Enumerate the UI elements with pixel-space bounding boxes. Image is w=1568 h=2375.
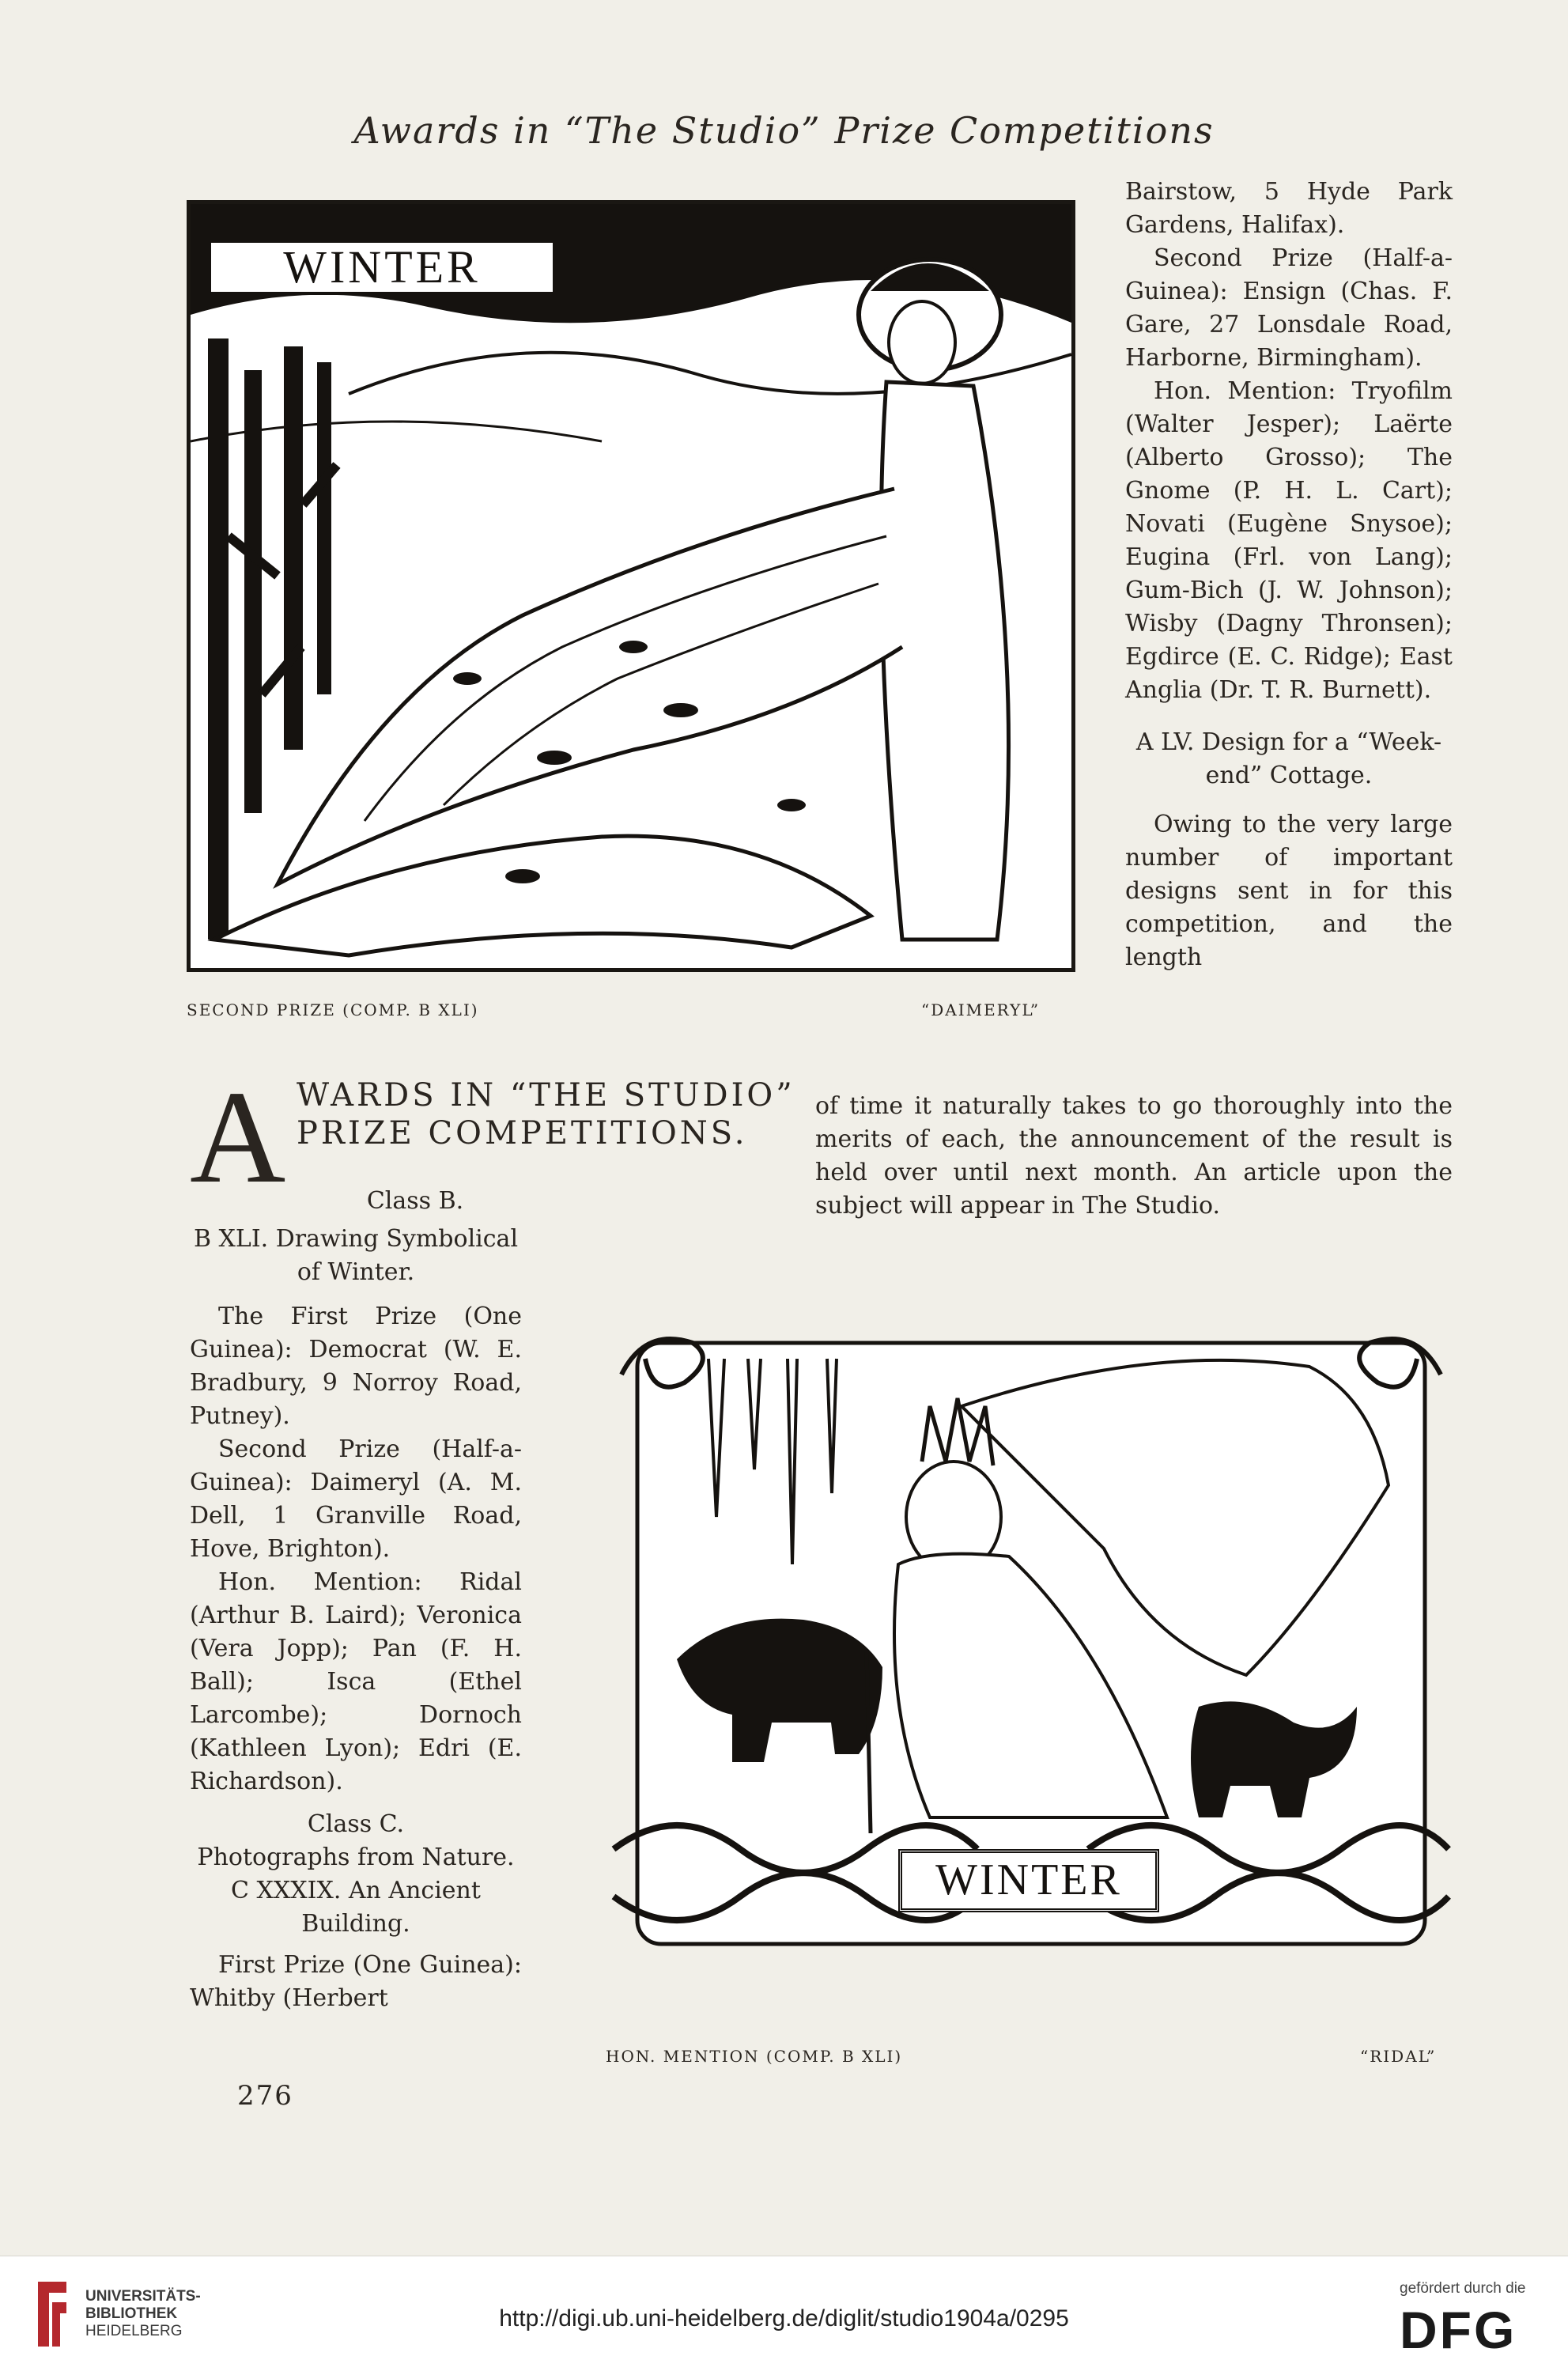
library-line3: HEIDELBERG: [85, 2323, 183, 2339]
heading-c-xxxix: C XXXIX. An Ancient Building.: [231, 1877, 481, 1938]
illustration-winter-daimeryl: [187, 200, 1075, 972]
caption-top-left: SECOND PRIZE (COMP. B XLI): [187, 1000, 479, 1019]
heading-a-lv: A LV. Design for a “Week-end” Cottage.: [1135, 728, 1442, 789]
heading-class-c: Class C.: [307, 1810, 405, 1838]
caption-bottom-right: “RIDAL”: [1360, 2047, 1437, 2066]
permalink-url[interactable]: http://digi.ub.uni-heidelberg.de/diglit/studio1904a/0295: [499, 2305, 1069, 2332]
library-line1: UNIVERSITÄTS-: [85, 2288, 201, 2305]
paragraph-second-prize: Second Prize (Half-a-Guinea): Daimeryl (A. M. Dell, 1 Granville Road, Hove, Brighton).: [190, 1435, 522, 1563]
article-heading-line2: PRIZE COMPETITIONS.: [297, 1115, 748, 1152]
running-title: Awards in “The Studio” Prize Competitions: [353, 109, 1215, 152]
page-number: 276: [237, 2080, 293, 2112]
paragraph-bairstow: Bairstow, 5 Hyde Park Gardens, Halifax).: [1125, 178, 1453, 239]
paragraph-owing: Owing to the very large number of important designs sent in for this competition, and the length: [1125, 811, 1453, 971]
paragraph-first-prize: The First Prize (One Guinea): Democrat (W. E. Bradbury, 9 Norroy Road, Putney).: [190, 1303, 522, 1430]
right-column-wide: of time it naturally takes to go thoroughly into the merits of each, the announcement of the result is held over until next month. An article upon the subject will appear in The Studio.: [815, 1092, 1453, 1220]
paragraph-second-prize-ensign: Second Prize (Half-a-Guinea): Ensign (Chas. F. Gare, 27 Lonsdale Road, Harborne, Birmingham).: [1125, 244, 1453, 372]
heading-class-b: Class B.: [366, 1187, 464, 1215]
winter-woman-drawing: [191, 204, 1071, 968]
illustration-title-plaque: WINTER: [208, 240, 556, 295]
funded-by-label: gefördert durch die: [1400, 2280, 1526, 2297]
illustration-title-plaque-bottom: WINTER: [898, 1849, 1159, 1912]
heading-photographs: Photographs from Nature.: [197, 1844, 515, 1871]
heading-b-xli: B XLI. Drawing Symbolical of Winter.: [193, 1225, 519, 1286]
dfg-logo: DFG: [1400, 2301, 1517, 2359]
illustration-winter-ridal: [598, 1311, 1464, 1991]
paragraph-c-first-prize: First Prize (One Guinea): Whitby (Herbert: [190, 1951, 522, 2012]
dropcap-a: A: [190, 1064, 286, 1211]
caption-top-right: “DAIMERYL”: [921, 1000, 1041, 1019]
caption-bottom-left: HON. MENTION (COMP. B XLI): [606, 2047, 903, 2066]
digitization-footer: [0, 2256, 1568, 2375]
right-column-top: [1125, 176, 1453, 974]
left-column: [190, 1185, 522, 2015]
paragraph-hon-mention: Hon. Mention: Ridal (Arthur B. Laird); Veronica (Vera Jopp); Pan (F. H. Ball); Isca (Ethel Larcombe); Dornoch (Kathleen Lyon); Edri (E. Richardson).: [190, 1568, 522, 1795]
paragraph-hon-mention-tryofilm: Hon. Mention: Tryofilm (Walter Jesper); Laërte (Alberto Grosso); The Gnome (P. H. L. Cart); Novati (Eugène Snysoe); Eugina (Frl. von Lang); Gum-Bich (J. W. Johnson); Wisby (Dagny Thronsen); Egdirce (E. C. Ridge); East Anglia (Dr. T. R. Burnett).: [1125, 377, 1453, 704]
library-line2: BIBLIOTHEK: [85, 2305, 178, 2322]
article-heading-line1: WARDS IN “THE STUDIO”: [297, 1077, 795, 1114]
